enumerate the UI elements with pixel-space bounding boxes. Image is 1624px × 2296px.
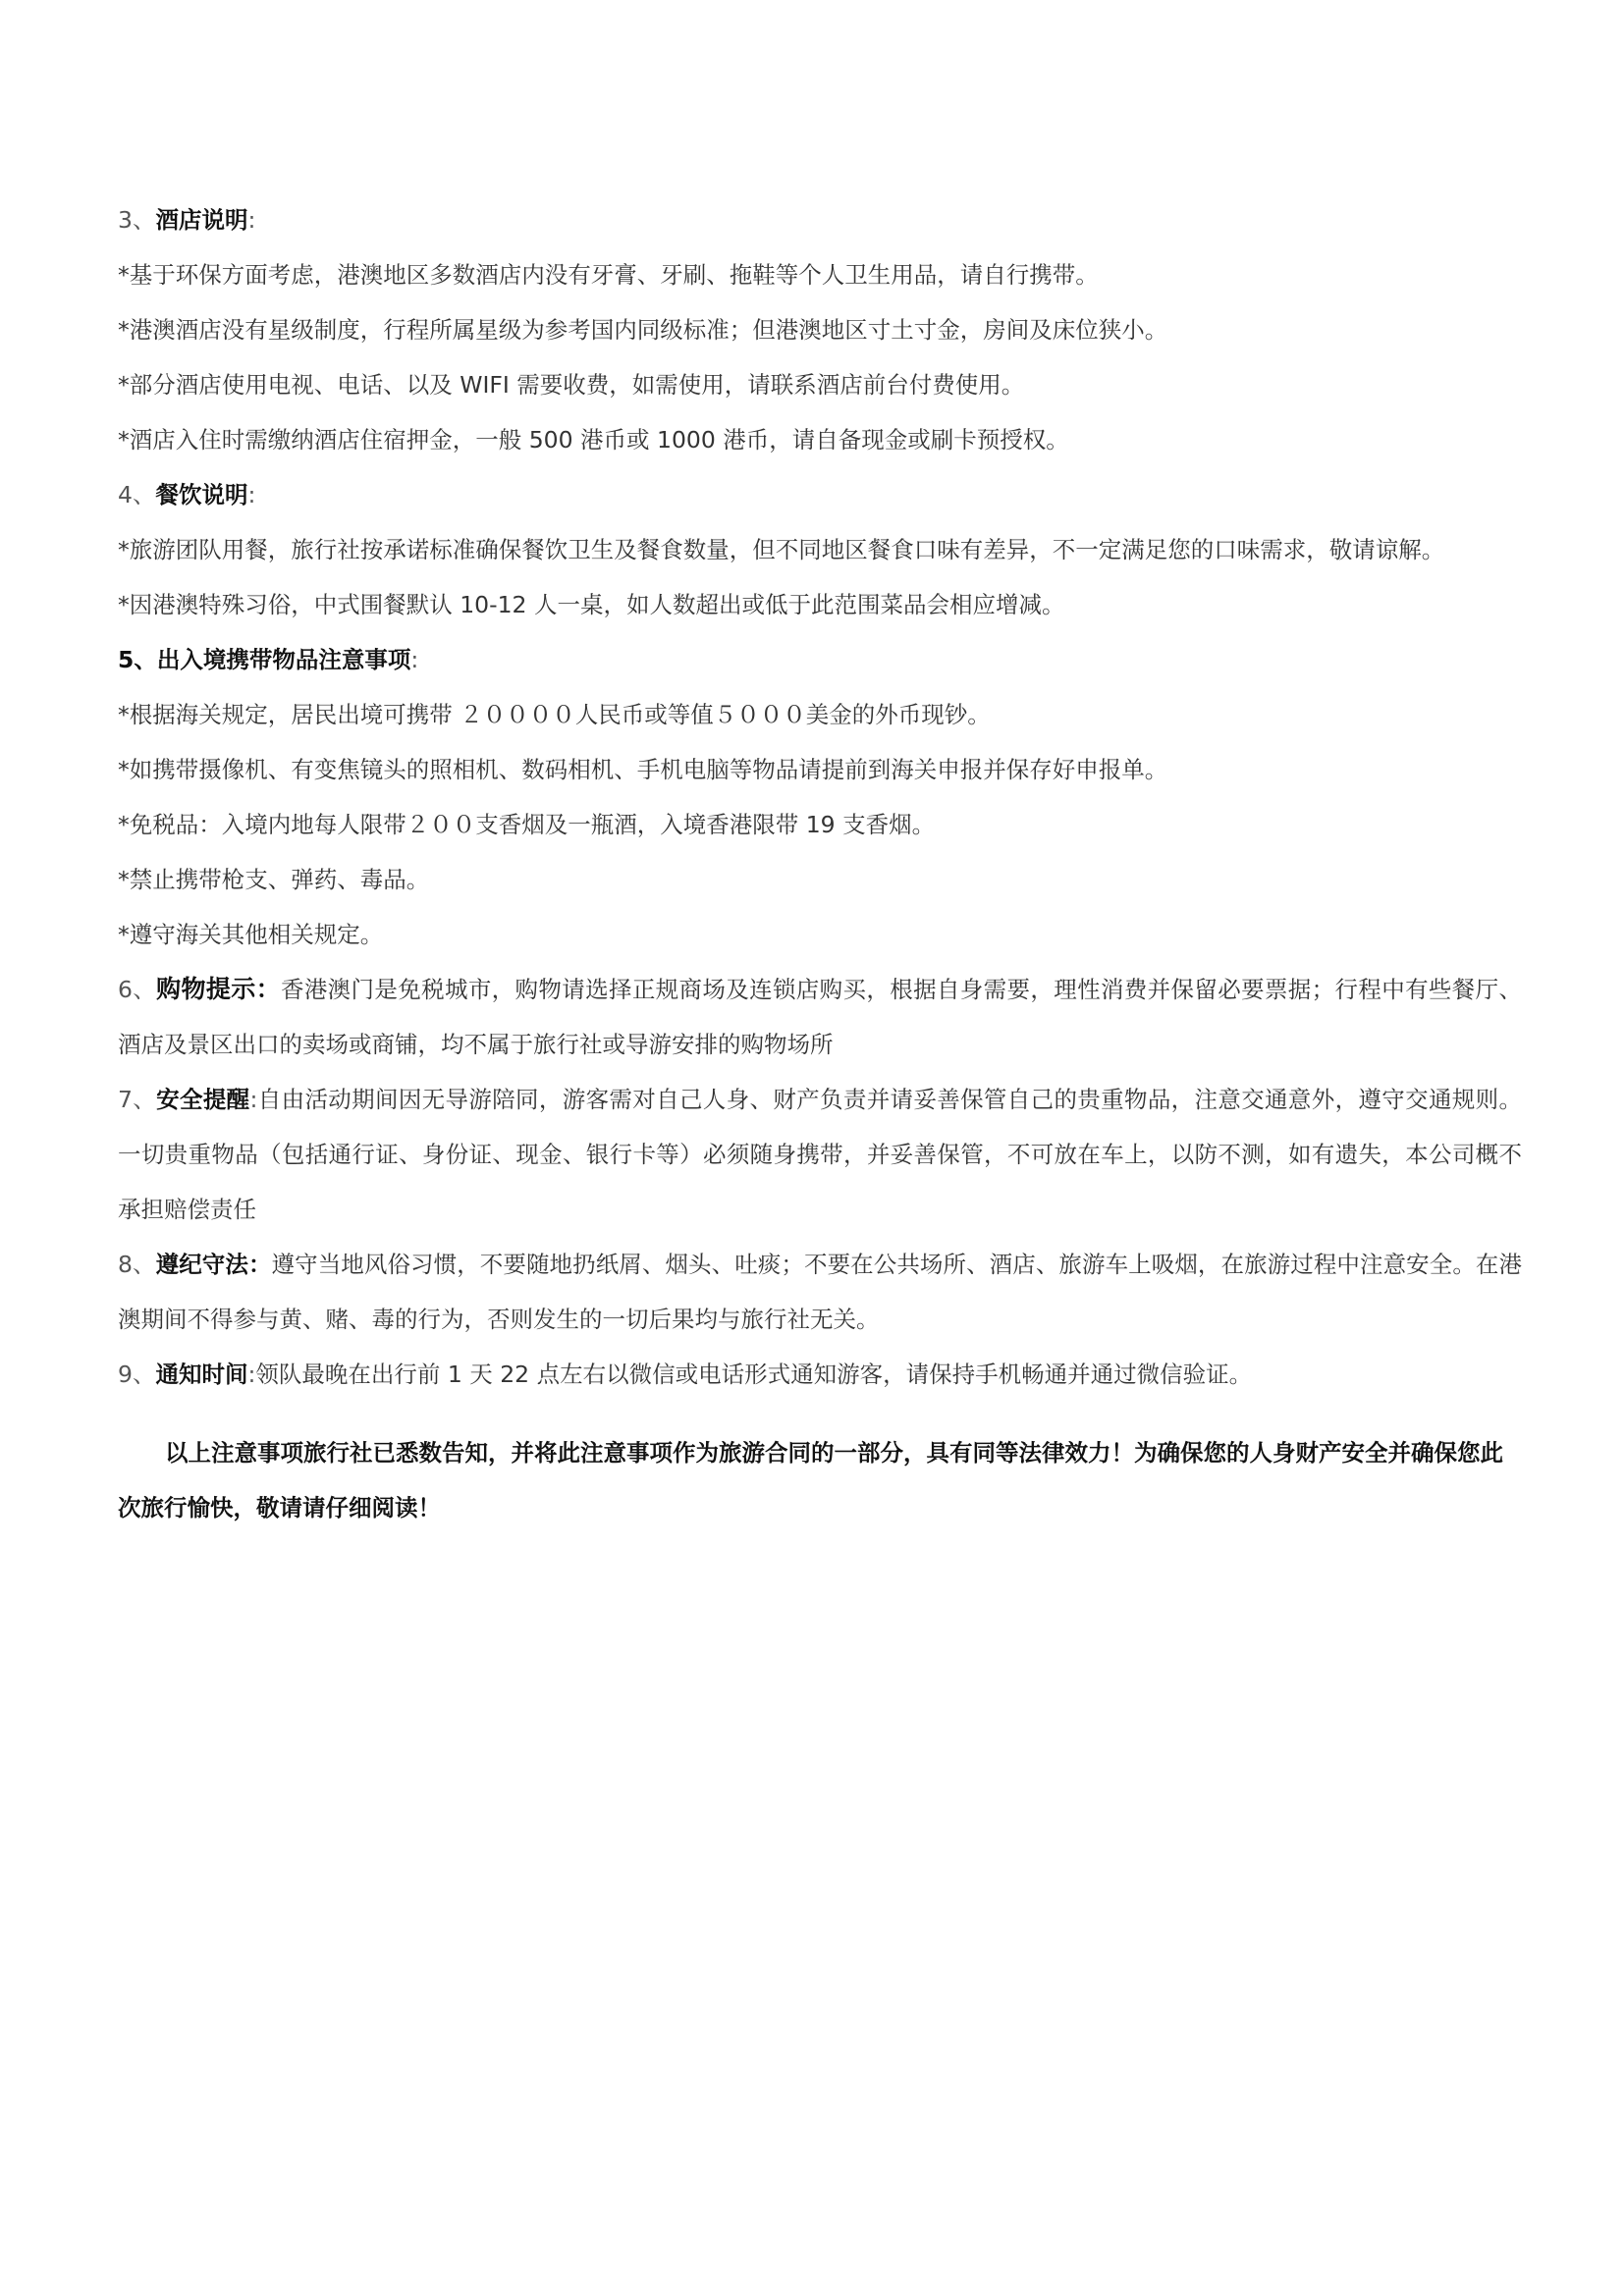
discipline-title: 遵纪守法：	[155, 1251, 272, 1278]
shopping-title: 购物提示：	[156, 975, 281, 1003]
document-page	[118, 192, 1522, 1558]
customs-item: *免税品：入境内地每人限带２００支香烟及一瓶酒，入境香港限带 19 支香烟。	[118, 811, 936, 838]
hotel-item: *酒店入住时需缴纳酒店住宿押金，一般 500 港币或 1000 港币，请自备现金或刷卡预授权。	[118, 426, 1069, 454]
discipline-paragraph	[118, 1237, 1522, 1347]
discipline-number: 8、	[118, 1251, 156, 1278]
dining-item: *旅游团队用餐，旅行社按承诺标准确保餐饮卫生及餐食数量，但不同地区餐食口味有差异，不一定满足您的口味需求，敬请谅解。	[118, 536, 1445, 563]
safety-title: 安全提醒	[156, 1086, 250, 1113]
customs-heading	[118, 632, 1522, 687]
hotel-item: *部分酒店使用电视、电话、以及 WIFI 需要收费，如需使用，请联系酒店前台付费使用。	[118, 371, 1025, 399]
customs-colon: :	[410, 646, 419, 673]
shopping-paragraph	[118, 962, 1522, 1072]
customs-item: *根据海关规定，居民出境可携带 ２００００人民币或等值５０００美金的外币现钞。	[118, 701, 991, 728]
hotel-title: 酒店说明	[155, 206, 248, 234]
notice-paragraph	[118, 1347, 1522, 1402]
hotel-number: 3、	[118, 206, 156, 234]
notice-colon: :	[247, 1361, 256, 1388]
safety-colon: :	[249, 1086, 258, 1113]
notice-title: 通知时间	[155, 1361, 248, 1388]
hotel-item: *港澳酒店没有星级制度，行程所属星级为参考国内同级标准；但港澳地区寸土寸金，房间及床位狭小。	[118, 316, 1168, 344]
shopping-number: 6、	[118, 976, 157, 1003]
notice-text: 领队最晚在出行前 1 天 22 点左右以微信或电话形式通知游客，请保持手机畅通并通过微信验证。	[255, 1361, 1253, 1388]
hotel-colon: :	[247, 206, 256, 234]
hotel-item: *基于环保方面考虑，港澳地区多数酒店内没有牙膏、牙刷、拖鞋等个人卫生用品，请自行携带。	[118, 261, 1099, 289]
safety-text: 自由活动期间因无导游陪同，游客需对自己人身、财产负责并请妥善保管自己的贵重物品，注意交通意外，遵守交通规则。一切贵重物品（包括通行证、身份证、现金、银行卡等）必须随身携带，并妥善保管，不可放在车上，以防不测，如有遗失，本公司概不承担赔偿责任	[118, 1086, 1522, 1223]
dining-item: *因港澳特殊习俗，中式围餐默认 10-12 人一桌，如人数超出或低于此范围菜品会相应增减。	[118, 591, 1065, 618]
dining-number: 4、	[118, 481, 156, 508]
notice-number: 9、	[118, 1361, 156, 1388]
hotel-heading	[118, 192, 1522, 247]
dining-title: 餐饮说明	[155, 481, 248, 508]
safety-number: 7、	[118, 1086, 157, 1113]
customs-item: *禁止携带枪支、弹药、毒品。	[118, 866, 430, 893]
customs-item: *如携带摄像机、有变焦镜头的照相机、数码相机、手机电脑等物品请提前到海关申报并保存好申报单。	[118, 756, 1168, 783]
customs-item: *遵守海关其他相关规定。	[118, 921, 384, 948]
safety-paragraph	[118, 1072, 1522, 1237]
dining-heading	[118, 467, 1522, 522]
customs-title: 5、出入境携带物品注意事项	[118, 646, 411, 673]
dining-colon: :	[247, 481, 256, 508]
closing-statement: 以上注意事项旅行社已悉数告知，并将此注意事项作为旅游合同的一部分，具有同等法律效力！为确保您的人身财产安全并确保您此次旅行愉快，敬请请仔细阅读！	[118, 1438, 1503, 1522]
shopping-text: 香港澳门是免税城市，购物请选择正规商场及连锁店购买，根据自身需要，理性消费并保留必要票据；行程中有些餐厅、酒店及景区出口的卖场或商铺，均不属于旅行社或导游安排的购物场所	[118, 976, 1523, 1058]
discipline-text: 遵守当地风俗习惯，不要随地扔纸屑、烟头、吐痰；不要在公共场所、酒店、旅游车上吸烟，在旅游过程中注意安全。在港澳期间不得参与黄、赌、毒的行为，否则发生的一切后果均与旅行社无关。	[118, 1251, 1523, 1333]
